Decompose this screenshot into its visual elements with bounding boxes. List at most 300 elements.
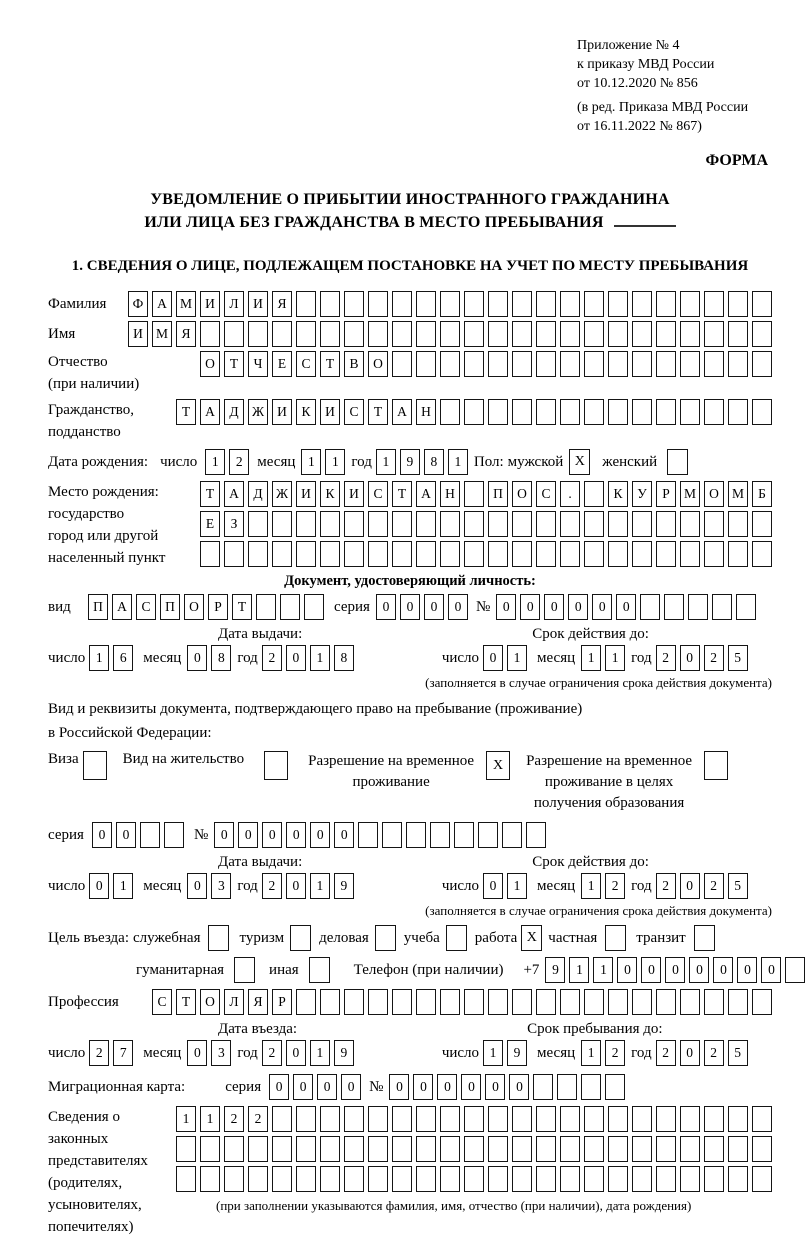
char-cell[interactable] (728, 1106, 748, 1132)
char-cell[interactable]: 0 (485, 1074, 505, 1100)
char-cell[interactable] (320, 1136, 340, 1162)
char-cell[interactable] (512, 1106, 532, 1132)
char-cell[interactable] (605, 1074, 625, 1100)
char-cell[interactable]: Л (224, 989, 244, 1015)
char-cell[interactable]: Ж (272, 481, 292, 507)
purpose-private-checkbox[interactable] (605, 925, 626, 951)
char-cell[interactable] (536, 321, 556, 347)
char-cell[interactable] (536, 351, 556, 377)
char-cell[interactable]: С (344, 399, 364, 425)
char-cell[interactable]: Р (208, 594, 228, 620)
char-cell[interactable]: 9 (545, 957, 565, 983)
char-cell[interactable]: 0 (92, 822, 112, 848)
char-cell[interactable] (502, 822, 522, 848)
char-cell[interactable] (440, 399, 460, 425)
char-cell[interactable] (200, 321, 220, 347)
char-cell[interactable] (430, 822, 450, 848)
char-cell[interactable]: У (632, 481, 652, 507)
char-cell[interactable]: М (176, 291, 196, 317)
char-cell[interactable] (320, 1166, 340, 1192)
char-cell[interactable] (704, 291, 724, 317)
char-cell[interactable] (416, 1166, 436, 1192)
char-cell[interactable] (752, 541, 772, 567)
char-cell[interactable] (464, 1106, 484, 1132)
char-cell[interactable]: 0 (737, 957, 757, 983)
char-cell[interactable] (392, 541, 412, 567)
char-cell[interactable] (440, 1166, 460, 1192)
char-cell[interactable]: 2 (656, 645, 676, 671)
char-cell[interactable] (785, 957, 805, 983)
char-cell[interactable] (440, 1136, 460, 1162)
char-cell[interactable]: 0 (761, 957, 781, 983)
char-cell[interactable] (632, 291, 652, 317)
char-cell[interactable]: 9 (334, 873, 354, 899)
char-cell[interactable] (488, 351, 508, 377)
char-cell[interactable]: Т (320, 351, 340, 377)
char-cell[interactable] (416, 351, 436, 377)
char-cell[interactable]: 0 (680, 873, 700, 899)
char-cell[interactable]: 0 (689, 957, 709, 983)
char-cell[interactable]: Я (272, 291, 292, 317)
char-cell[interactable]: 0 (665, 957, 685, 983)
char-cell[interactable]: 5 (728, 1040, 748, 1066)
char-cell[interactable]: А (112, 594, 132, 620)
char-cell[interactable] (200, 541, 220, 567)
char-cell[interactable]: И (248, 291, 268, 317)
char-cell[interactable] (536, 1106, 556, 1132)
char-cell[interactable] (632, 989, 652, 1015)
char-cell[interactable] (704, 351, 724, 377)
char-cell[interactable] (656, 399, 676, 425)
char-cell[interactable] (680, 1166, 700, 1192)
char-cell[interactable]: 0 (341, 1074, 361, 1100)
char-cell[interactable] (728, 351, 748, 377)
char-cell[interactable] (632, 1136, 652, 1162)
char-cell[interactable]: 1 (200, 1106, 220, 1132)
char-cell[interactable] (752, 291, 772, 317)
char-cell[interactable] (752, 1136, 772, 1162)
char-cell[interactable] (536, 291, 556, 317)
char-cell[interactable]: И (128, 321, 148, 347)
char-cell[interactable] (584, 1166, 604, 1192)
char-cell[interactable] (632, 321, 652, 347)
char-cell[interactable] (440, 291, 460, 317)
char-cell[interactable]: Я (176, 321, 196, 347)
char-cell[interactable] (296, 291, 316, 317)
char-cell[interactable] (416, 321, 436, 347)
char-cell[interactable]: 1 (113, 873, 133, 899)
char-cell[interactable] (512, 399, 532, 425)
char-cell[interactable]: А (200, 399, 220, 425)
char-cell[interactable]: Т (368, 399, 388, 425)
char-cell[interactable] (728, 321, 748, 347)
char-cell[interactable]: 1 (507, 645, 527, 671)
char-cell[interactable] (488, 399, 508, 425)
char-cell[interactable]: И (200, 291, 220, 317)
char-cell[interactable]: Р (272, 989, 292, 1015)
char-cell[interactable] (440, 511, 460, 537)
char-cell[interactable] (664, 594, 684, 620)
char-cell[interactable]: 1 (310, 645, 330, 671)
purpose-other-checkbox[interactable] (309, 957, 330, 983)
char-cell[interactable] (464, 541, 484, 567)
char-cell[interactable]: 0 (334, 822, 354, 848)
char-cell[interactable]: 0 (461, 1074, 481, 1100)
char-cell[interactable] (704, 1106, 724, 1132)
char-cell[interactable]: 1 (581, 645, 601, 671)
char-cell[interactable] (608, 291, 628, 317)
char-cell[interactable]: П (160, 594, 180, 620)
char-cell[interactable] (440, 321, 460, 347)
char-cell[interactable] (248, 1166, 268, 1192)
char-cell[interactable] (536, 511, 556, 537)
char-cell[interactable] (464, 1136, 484, 1162)
char-cell[interactable] (224, 1136, 244, 1162)
char-cell[interactable]: С (536, 481, 556, 507)
char-cell[interactable] (680, 541, 700, 567)
char-cell[interactable] (248, 321, 268, 347)
char-cell[interactable] (406, 822, 426, 848)
char-cell[interactable] (536, 541, 556, 567)
char-cell[interactable] (368, 1166, 388, 1192)
char-cell[interactable] (488, 291, 508, 317)
visa-checkbox[interactable] (83, 751, 107, 780)
char-cell[interactable] (358, 822, 378, 848)
char-cell[interactable] (512, 321, 532, 347)
char-cell[interactable]: А (224, 481, 244, 507)
char-cell[interactable] (584, 291, 604, 317)
char-cell[interactable] (704, 1166, 724, 1192)
char-cell[interactable]: 1 (581, 873, 601, 899)
char-cell[interactable]: Д (224, 399, 244, 425)
char-cell[interactable] (368, 291, 388, 317)
char-cell[interactable]: 0 (317, 1074, 337, 1100)
char-cell[interactable]: С (152, 989, 172, 1015)
char-cell[interactable]: 9 (334, 1040, 354, 1066)
purpose-official-checkbox[interactable] (208, 925, 229, 951)
char-cell[interactable] (272, 541, 292, 567)
char-cell[interactable] (608, 1136, 628, 1162)
char-cell[interactable] (464, 399, 484, 425)
char-cell[interactable]: 8 (211, 645, 231, 671)
char-cell[interactable]: 0 (448, 594, 468, 620)
char-cell[interactable] (416, 1106, 436, 1132)
residence-permit-checkbox[interactable] (264, 751, 288, 780)
char-cell[interactable] (704, 511, 724, 537)
char-cell[interactable] (632, 1166, 652, 1192)
char-cell[interactable] (368, 511, 388, 537)
char-cell[interactable] (704, 541, 724, 567)
char-cell[interactable]: 0 (286, 873, 306, 899)
char-cell[interactable] (704, 1136, 724, 1162)
char-cell[interactable] (488, 511, 508, 537)
char-cell[interactable]: 0 (544, 594, 564, 620)
char-cell[interactable]: 1 (376, 449, 396, 475)
char-cell[interactable] (512, 541, 532, 567)
char-cell[interactable]: 0 (617, 957, 637, 983)
char-cell[interactable]: 2 (704, 873, 724, 899)
char-cell[interactable] (560, 399, 580, 425)
char-cell[interactable] (344, 1166, 364, 1192)
char-cell[interactable] (320, 291, 340, 317)
char-cell[interactable] (728, 399, 748, 425)
char-cell[interactable]: 5 (728, 645, 748, 671)
char-cell[interactable]: 0 (286, 1040, 306, 1066)
char-cell[interactable] (560, 989, 580, 1015)
char-cell[interactable] (392, 1166, 412, 1192)
char-cell[interactable] (512, 351, 532, 377)
char-cell[interactable] (752, 511, 772, 537)
char-cell[interactable] (320, 541, 340, 567)
char-cell[interactable] (488, 1136, 508, 1162)
char-cell[interactable] (272, 1106, 292, 1132)
char-cell[interactable] (368, 1136, 388, 1162)
char-cell[interactable] (656, 989, 676, 1015)
char-cell[interactable] (296, 1136, 316, 1162)
char-cell[interactable]: 0 (187, 645, 207, 671)
char-cell[interactable]: О (200, 351, 220, 377)
char-cell[interactable]: 2 (656, 873, 676, 899)
char-cell[interactable]: О (512, 481, 532, 507)
char-cell[interactable] (392, 291, 412, 317)
char-cell[interactable] (512, 511, 532, 537)
char-cell[interactable] (557, 1074, 577, 1100)
char-cell[interactable] (752, 989, 772, 1015)
char-cell[interactable] (164, 822, 184, 848)
char-cell[interactable] (224, 321, 244, 347)
char-cell[interactable] (304, 594, 324, 620)
char-cell[interactable] (584, 541, 604, 567)
char-cell[interactable] (584, 989, 604, 1015)
char-cell[interactable]: С (368, 481, 388, 507)
char-cell[interactable]: Т (224, 351, 244, 377)
char-cell[interactable]: К (320, 481, 340, 507)
char-cell[interactable]: Т (176, 989, 196, 1015)
char-cell[interactable] (656, 1166, 676, 1192)
char-cell[interactable]: М (680, 481, 700, 507)
char-cell[interactable] (608, 989, 628, 1015)
char-cell[interactable] (526, 822, 546, 848)
char-cell[interactable] (680, 1106, 700, 1132)
char-cell[interactable] (584, 1106, 604, 1132)
char-cell[interactable]: К (608, 481, 628, 507)
char-cell[interactable] (272, 511, 292, 537)
char-cell[interactable] (320, 1106, 340, 1132)
char-cell[interactable] (584, 481, 604, 507)
char-cell[interactable] (320, 511, 340, 537)
char-cell[interactable] (392, 1136, 412, 1162)
char-cell[interactable] (656, 1106, 676, 1132)
purpose-transit-checkbox[interactable] (694, 925, 715, 951)
char-cell[interactable] (632, 399, 652, 425)
char-cell[interactable]: 3 (211, 873, 231, 899)
edu-permit-checkbox[interactable] (704, 751, 728, 780)
char-cell[interactable] (344, 541, 364, 567)
char-cell[interactable] (440, 1106, 460, 1132)
char-cell[interactable]: 0 (483, 873, 503, 899)
char-cell[interactable] (344, 321, 364, 347)
char-cell[interactable]: Т (176, 399, 196, 425)
char-cell[interactable]: 0 (400, 594, 420, 620)
char-cell[interactable] (536, 1136, 556, 1162)
char-cell[interactable]: 1 (176, 1106, 196, 1132)
char-cell[interactable]: 3 (211, 1040, 231, 1066)
char-cell[interactable]: 0 (238, 822, 258, 848)
char-cell[interactable]: Т (392, 481, 412, 507)
char-cell[interactable]: И (344, 481, 364, 507)
char-cell[interactable] (560, 321, 580, 347)
char-cell[interactable] (608, 321, 628, 347)
char-cell[interactable] (488, 541, 508, 567)
char-cell[interactable]: 0 (286, 822, 306, 848)
char-cell[interactable]: 1 (310, 1040, 330, 1066)
char-cell[interactable]: Д (248, 481, 268, 507)
char-cell[interactable]: С (136, 594, 156, 620)
char-cell[interactable]: М (152, 321, 172, 347)
char-cell[interactable]: 1 (89, 645, 109, 671)
char-cell[interactable] (382, 822, 402, 848)
char-cell[interactable] (608, 1106, 628, 1132)
char-cell[interactable]: 2 (605, 1040, 625, 1066)
char-cell[interactable]: 9 (507, 1040, 527, 1066)
char-cell[interactable]: 2 (262, 645, 282, 671)
char-cell[interactable] (736, 594, 756, 620)
char-cell[interactable] (296, 989, 316, 1015)
char-cell[interactable]: С (296, 351, 316, 377)
char-cell[interactable] (632, 351, 652, 377)
char-cell[interactable] (680, 989, 700, 1015)
char-cell[interactable]: 0 (568, 594, 588, 620)
char-cell[interactable]: 0 (376, 594, 396, 620)
char-cell[interactable] (478, 822, 498, 848)
char-cell[interactable] (272, 1136, 292, 1162)
char-cell[interactable]: П (88, 594, 108, 620)
char-cell[interactable]: А (416, 481, 436, 507)
char-cell[interactable] (581, 1074, 601, 1100)
char-cell[interactable]: 0 (89, 873, 109, 899)
char-cell[interactable]: 1 (569, 957, 589, 983)
char-cell[interactable] (368, 541, 388, 567)
char-cell[interactable] (488, 989, 508, 1015)
char-cell[interactable] (440, 351, 460, 377)
char-cell[interactable] (296, 1106, 316, 1132)
char-cell[interactable] (584, 399, 604, 425)
char-cell[interactable]: 1 (507, 873, 527, 899)
char-cell[interactable]: 1 (483, 1040, 503, 1066)
sex-male-checkbox[interactable]: X (569, 449, 590, 475)
char-cell[interactable] (752, 1166, 772, 1192)
char-cell[interactable] (632, 541, 652, 567)
char-cell[interactable] (296, 321, 316, 347)
char-cell[interactable] (368, 989, 388, 1015)
char-cell[interactable]: 1 (448, 449, 468, 475)
char-cell[interactable] (488, 1106, 508, 1132)
char-cell[interactable] (344, 511, 364, 537)
char-cell[interactable]: 2 (605, 873, 625, 899)
char-cell[interactable] (392, 989, 412, 1015)
char-cell[interactable]: И (272, 399, 292, 425)
char-cell[interactable]: Ч (248, 351, 268, 377)
char-cell[interactable]: 2 (262, 1040, 282, 1066)
char-cell[interactable]: 9 (400, 449, 420, 475)
char-cell[interactable]: 0 (413, 1074, 433, 1100)
char-cell[interactable]: 2 (248, 1106, 268, 1132)
char-cell[interactable] (464, 481, 484, 507)
char-cell[interactable] (368, 1106, 388, 1132)
char-cell[interactable] (704, 321, 724, 347)
char-cell[interactable] (560, 291, 580, 317)
char-cell[interactable] (416, 541, 436, 567)
char-cell[interactable] (296, 541, 316, 567)
char-cell[interactable] (454, 822, 474, 848)
char-cell[interactable]: З (224, 511, 244, 537)
char-cell[interactable]: 0 (509, 1074, 529, 1100)
char-cell[interactable] (392, 511, 412, 537)
char-cell[interactable] (680, 291, 700, 317)
char-cell[interactable] (440, 541, 460, 567)
char-cell[interactable]: Ж (248, 399, 268, 425)
char-cell[interactable]: Е (272, 351, 292, 377)
char-cell[interactable] (272, 321, 292, 347)
char-cell[interactable] (680, 511, 700, 537)
char-cell[interactable] (488, 321, 508, 347)
char-cell[interactable]: 8 (424, 449, 444, 475)
char-cell[interactable] (344, 1106, 364, 1132)
char-cell[interactable] (656, 1136, 676, 1162)
char-cell[interactable]: 6 (113, 645, 133, 671)
char-cell[interactable] (320, 989, 340, 1015)
char-cell[interactable]: 0 (269, 1074, 289, 1100)
char-cell[interactable] (344, 1136, 364, 1162)
char-cell[interactable]: 0 (389, 1074, 409, 1100)
char-cell[interactable]: 0 (286, 645, 306, 671)
char-cell[interactable] (656, 321, 676, 347)
char-cell[interactable]: 0 (437, 1074, 457, 1100)
char-cell[interactable] (224, 541, 244, 567)
char-cell[interactable]: 1 (325, 449, 345, 475)
char-cell[interactable]: 0 (116, 822, 136, 848)
purpose-work-checkbox[interactable]: X (521, 925, 542, 951)
char-cell[interactable] (584, 511, 604, 537)
char-cell[interactable]: 1 (593, 957, 613, 983)
char-cell[interactable] (416, 291, 436, 317)
char-cell[interactable]: К (296, 399, 316, 425)
char-cell[interactable]: О (184, 594, 204, 620)
char-cell[interactable] (712, 594, 732, 620)
char-cell[interactable] (464, 351, 484, 377)
char-cell[interactable] (608, 541, 628, 567)
char-cell[interactable]: М (728, 481, 748, 507)
char-cell[interactable]: 2 (262, 873, 282, 899)
char-cell[interactable] (560, 351, 580, 377)
char-cell[interactable] (728, 1166, 748, 1192)
char-cell[interactable] (140, 822, 160, 848)
char-cell[interactable] (688, 594, 708, 620)
char-cell[interactable]: 1 (205, 449, 225, 475)
char-cell[interactable] (248, 1136, 268, 1162)
char-cell[interactable]: В (344, 351, 364, 377)
char-cell[interactable]: 0 (520, 594, 540, 620)
char-cell[interactable] (512, 1166, 532, 1192)
char-cell[interactable]: 2 (656, 1040, 676, 1066)
char-cell[interactable]: И (320, 399, 340, 425)
char-cell[interactable] (632, 1106, 652, 1132)
char-cell[interactable] (280, 594, 300, 620)
char-cell[interactable]: Ф (128, 291, 148, 317)
char-cell[interactable] (176, 1136, 196, 1162)
char-cell[interactable]: 0 (293, 1074, 313, 1100)
char-cell[interactable] (272, 1166, 292, 1192)
